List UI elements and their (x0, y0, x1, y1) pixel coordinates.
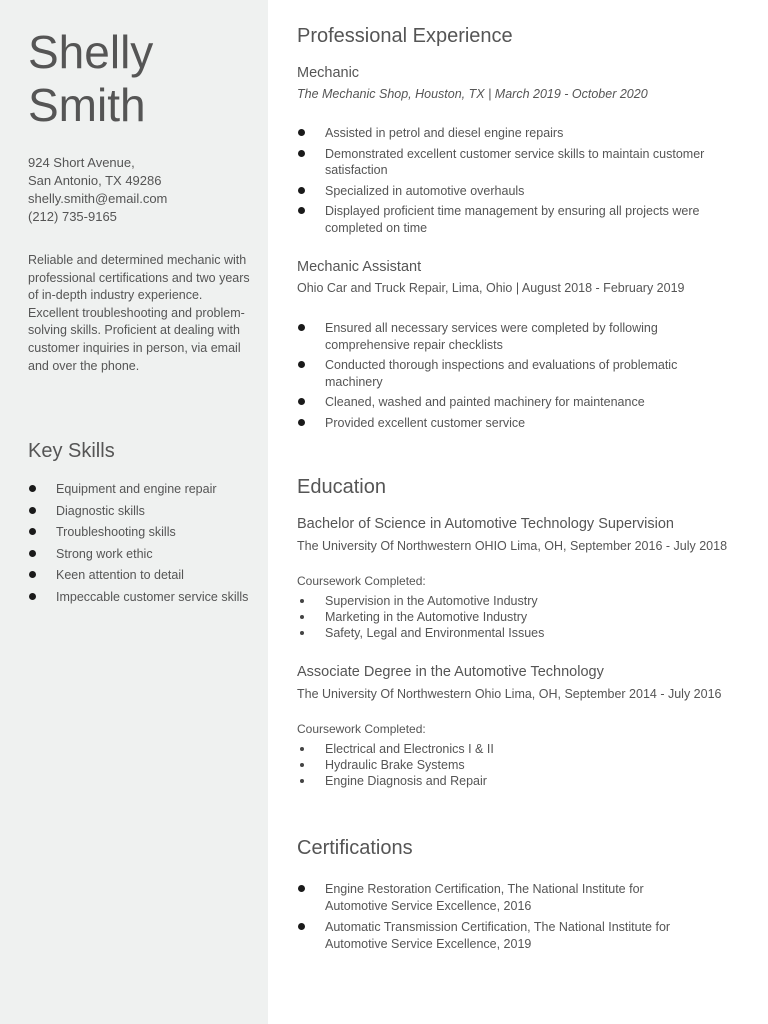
skill-item (28, 546, 253, 562)
bullet-icon (298, 419, 305, 426)
skill-item (28, 567, 253, 583)
course-text: Supervision in the Automotive Industry (325, 594, 538, 608)
coursework-label: Coursework Completed: (297, 574, 426, 588)
certification-text: Engine Restoration Certification, The National Institute for Automotive Service Excellence, 2016 (325, 882, 644, 913)
job-responsibilities (297, 125, 737, 240)
bullet-icon (298, 207, 305, 214)
responsibility-text: Ensured all necessary services were completed by following comprehensive repair checklists (325, 321, 658, 352)
address-line-1: 924 Short Avenue, (28, 155, 135, 170)
responsibility-item (297, 394, 737, 411)
responsibility-text: Assisted in petrol and diesel engine repairs (325, 126, 564, 140)
skill-text: Diagnostic skills (56, 503, 145, 518)
coursework-list (297, 593, 737, 641)
skill-text: Keen attention to detail (56, 568, 184, 582)
job-meta: The Mechanic Shop, Houston, TX | March 2019 - October 2020 (297, 87, 648, 101)
bullet-icon (298, 187, 305, 194)
certification-item (297, 919, 697, 952)
key-skills-list (28, 481, 253, 610)
responsibility-text: Demonstrated excellent customer service skills to maintain customer satisfaction (325, 146, 705, 177)
responsibility-text: Provided excellent customer service (325, 415, 526, 430)
job-title: Mechanic Assistant (297, 259, 422, 275)
bullet-icon (300, 779, 304, 783)
experience-heading: Professional Experience (297, 25, 513, 47)
responsibility-item (297, 125, 737, 142)
bullet-icon (300, 631, 304, 635)
education-heading: Education (297, 476, 386, 498)
degree-title: Associate Degree in the Automotive Technology (297, 664, 604, 680)
course-text: Engine Diagnosis and Repair (325, 774, 487, 788)
certifications-heading: Certifications (297, 837, 413, 859)
responsibility-item (297, 415, 737, 432)
key-skills-heading: Key Skills (28, 440, 115, 462)
certification-item (297, 881, 697, 914)
bullet-icon (298, 324, 305, 331)
course-text: Safety, Legal and Environmental Issues (325, 626, 545, 640)
skill-text: Troubleshooting skills (56, 525, 176, 539)
address-line-2: San Antonio, TX 49286 (28, 173, 162, 188)
bullet-icon (29, 507, 36, 514)
skill-text: Strong work ethic (56, 546, 153, 561)
responsibility-text: Specialized in automotive overhauls (325, 183, 525, 198)
job-title: Mechanic (297, 65, 360, 81)
course-item (297, 609, 737, 625)
bullet-icon (298, 885, 305, 892)
course-item (297, 593, 737, 609)
bullet-icon (298, 398, 305, 405)
responsibility-item (297, 357, 737, 390)
last-name: Smith (28, 79, 146, 131)
degree-meta: The University Of Northwestern Ohio Lima, OH, September 2014 - July 2016 (297, 687, 722, 701)
course-text: Electrical and Electronics I & II (325, 742, 494, 756)
certification-text: Automatic Transmission Certification, The National Institute for Automotive Service Excellence, 2019 (325, 920, 671, 951)
contact-info (28, 154, 258, 226)
bullet-icon (300, 599, 304, 603)
responsibility-text: Cleaned, washed and painted machinery for maintenance (325, 395, 645, 409)
course-text: Hydraulic Brake Systems (325, 758, 465, 772)
skill-text: Equipment and engine repair (56, 482, 217, 496)
responsibility-item (297, 320, 737, 353)
bullet-icon (29, 528, 36, 535)
first-name: Shelly (28, 26, 154, 78)
degree-meta: The University Of Northwestern OHIO Lima, OH, September 2016 - July 2018 (297, 539, 728, 553)
bullet-icon (29, 571, 36, 578)
skill-item (28, 589, 253, 605)
bullet-icon (300, 763, 304, 767)
email-address: shelly.smith@email.com (28, 191, 168, 206)
bullet-icon (29, 485, 36, 492)
degree-title: Bachelor of Science in Automotive Technology Supervision (297, 516, 674, 532)
coursework-list (297, 741, 737, 789)
bullet-icon (300, 615, 304, 619)
course-text: Marketing in the Automotive Industry (325, 610, 528, 624)
responsibility-text: Displayed proficient time management by ensuring all projects were completed on time (325, 204, 700, 235)
skill-item (28, 481, 253, 497)
bullet-icon (298, 923, 305, 930)
bullet-icon (298, 150, 305, 157)
coursework-label: Coursework Completed: (297, 722, 426, 736)
responsibility-item (297, 203, 737, 236)
skill-text: Impeccable customer service skills (56, 589, 249, 604)
job-meta: Ohio Car and Truck Repair, Lima, Ohio | August 2018 - February 2019 (297, 281, 685, 295)
course-item (297, 741, 737, 757)
responsibility-item (297, 146, 737, 179)
bullet-icon (29, 550, 36, 557)
responsibility-item (297, 183, 737, 200)
course-item (297, 757, 737, 773)
sidebar (0, 0, 268, 1024)
responsibility-text: Conducted thorough inspections and evaluations of problematic machinery (325, 358, 678, 389)
course-item (297, 773, 737, 789)
certifications-list (297, 881, 697, 957)
skill-item (28, 524, 253, 540)
bullet-icon (298, 129, 305, 136)
skill-item (28, 503, 253, 519)
job-responsibilities (297, 320, 737, 435)
bullet-icon (29, 593, 36, 600)
bullet-icon (298, 361, 305, 368)
course-item (297, 625, 737, 641)
profile-summary: Reliable and determined mechanic with professional certifications and two years of in-depth industry experience. Excellent troubleshooting and problem-solving skills. Proficient at dealing with customer inquiries in person, via email and over the phone. (28, 253, 250, 373)
candidate-name (28, 26, 153, 132)
phone-number: (212) 735-9165 (28, 209, 117, 224)
bullet-icon (300, 747, 304, 751)
